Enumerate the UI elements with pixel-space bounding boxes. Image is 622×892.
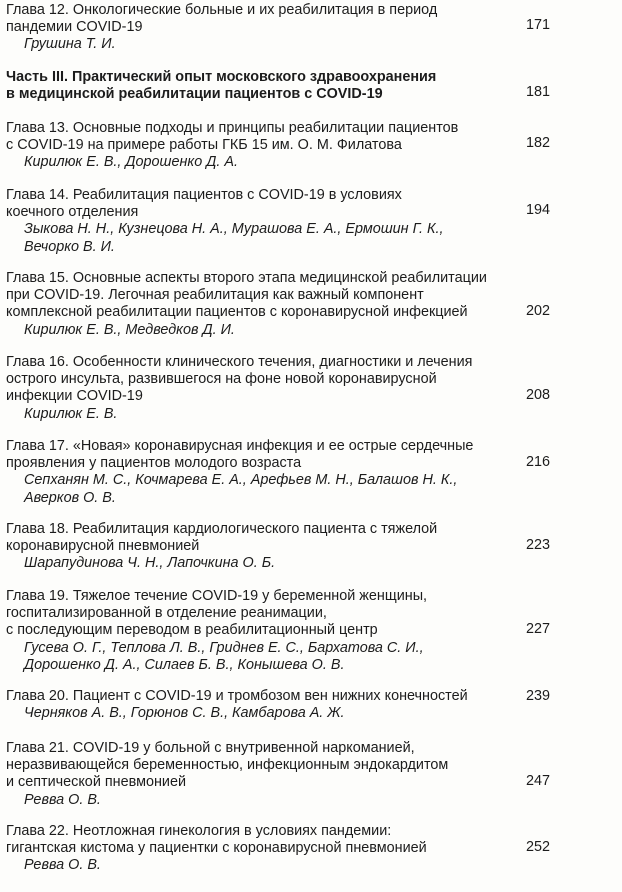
entry-page-number: 247	[525, 773, 550, 789]
entry-authors: Ревва О. В.	[24, 791, 101, 808]
entry-page-number: 239	[525, 688, 550, 704]
entry-authors: Аверков О. В.	[24, 489, 116, 506]
entry-title-line: Глава 22. Неотложная гинекология в условиях пандемии:	[6, 823, 392, 839]
entry-authors: Вечорко В. И.	[24, 238, 115, 255]
entry-title-line: Глава 12. Онкологические больные и их реабилитация в период	[6, 2, 438, 18]
entry-page-number: 171	[525, 17, 550, 33]
entry-title-line: с COVID-19 на примере работы ГКБ 15 им. О. М. Филатова	[6, 137, 402, 154]
entry-title-line: и септической пневмонией	[6, 774, 187, 791]
toc-entry-chapter-16[interactable]	[6, 354, 606, 423]
entry-authors: Кирилюк Е. В., Медведков Д. И.	[24, 321, 235, 338]
entry-page-number: 194	[525, 202, 550, 218]
toc-entry-chapter-12[interactable]	[6, 2, 606, 54]
entry-authors: Кирилюк Е. В.	[24, 405, 118, 422]
entry-authors: Ревва О. В.	[24, 857, 101, 874]
entry-title-line: комплексной реабилитации пациентов с коронавирусной инфекцией	[6, 304, 468, 321]
toc-entry-chapter-18[interactable]	[6, 521, 606, 573]
entry-title-line: Часть III. Практический опыт московского здравоохранения	[6, 69, 437, 85]
entry-authors: Дорошенко Д. А., Силаев Б. В., Конышева О. В.	[24, 656, 345, 673]
entry-title-line: Глава 14. Реабилитация пациентов с COVID-19 в условиях	[6, 187, 402, 203]
toc-entry-chapter-19[interactable]	[6, 588, 606, 674]
toc-entry-chapter-20[interactable]	[6, 688, 606, 722]
entry-title-line: гигантская кистома у пациентки с коронавирусной пневмонией	[6, 840, 427, 857]
entry-page-number: 208	[525, 387, 550, 403]
entry-title-line: в медицинской реабилитации пациентов с COVID-19	[6, 86, 383, 103]
toc-entry-chapter-15[interactable]	[6, 270, 606, 339]
entry-title-line: Глава 16. Особенности клинического течения, диагностики и лечения	[6, 354, 473, 370]
toc-entry-chapter-21[interactable]	[6, 740, 606, 809]
entry-title-line: Глава 13. Основные подходы и принципы реабилитации пациентов	[6, 120, 459, 136]
entry-title-line: неразвивающейся беременностью, инфекционным эндокардитом	[6, 757, 449, 774]
entry-title-line: пандемии COVID-19	[6, 19, 143, 36]
entry-page-number: 216	[525, 454, 550, 470]
entry-title-line: острого инсульта, развившегося на фоне новой коронавирусной	[6, 371, 437, 388]
entry-authors: Гусева О. Г., Теплова Л. В., Гриднев Е. С., Бархатова С. И.,	[24, 639, 424, 656]
toc-entry-chapter-14[interactable]	[6, 187, 606, 256]
entry-title-line: коечного отделения	[6, 204, 139, 221]
entry-authors: Черняков А. В., Горюнов С. В., Камбарова А. Ж.	[24, 705, 345, 722]
entry-page-number: 202	[525, 303, 550, 319]
entry-authors: Сепханян М. С., Кочмарева Е. А., Арефьев М. Н., Балашов Н. К.,	[24, 472, 458, 489]
entry-title-line: Глава 18. Реабилитация кардиологического пациента с тяжелой	[6, 521, 438, 537]
toc-entry-chapter-22[interactable]	[6, 823, 606, 875]
entry-title-line: при COVID-19. Легочная реабилитация как важный компонент	[6, 287, 424, 304]
entry-page-number: 227	[525, 621, 550, 637]
entry-title-line: Глава 19. Тяжелое течение COVID-19 у беременной женщины,	[6, 588, 428, 604]
entry-authors: Шарапудинова Ч. Н., Лапочкина О. Б.	[24, 555, 276, 572]
toc-entry-part-3[interactable]	[6, 69, 606, 103]
entry-title-line: коронавирусной пневмонией	[6, 538, 200, 555]
entry-authors: Грушина Т. И.	[24, 36, 116, 53]
entry-title-line: инфекции COVID-19	[6, 388, 143, 405]
entry-page-number: 181	[525, 84, 550, 100]
entry-page-number: 252	[525, 839, 550, 855]
entry-title-line: с последующим переводом в реабилитационный центр	[6, 622, 378, 639]
toc-entry-chapter-13[interactable]	[6, 120, 606, 172]
entry-title-line: госпитализированной в отделение реанимации,	[6, 605, 327, 622]
entry-authors: Зыкова Н. Н., Кузнецова Н. А., Мурашова Е. А., Ермошин Г. К.,	[24, 221, 444, 238]
entry-authors: Кирилюк Е. В., Дорошенко Д. А.	[24, 154, 238, 171]
entry-title-line: Глава 15. Основные аспекты второго этапа медицинской реабилитации	[6, 270, 487, 286]
entry-title-line: Глава 21. COVID-19 у больной с внутривенной наркоманией,	[6, 740, 415, 756]
entry-page-number: 223	[525, 537, 550, 553]
toc-entry-chapter-17[interactable]	[6, 438, 606, 507]
entry-title-line: Глава 17. «Новая» коронавирусная инфекция и ее острые сердечные	[6, 438, 474, 454]
entry-title-line: Глава 20. Пациент с COVID-19 и тромбозом вен нижних конечностей	[6, 688, 468, 704]
entry-title-line: проявления у пациентов молодого возраста	[6, 455, 302, 472]
entry-page-number: 182	[525, 135, 550, 151]
